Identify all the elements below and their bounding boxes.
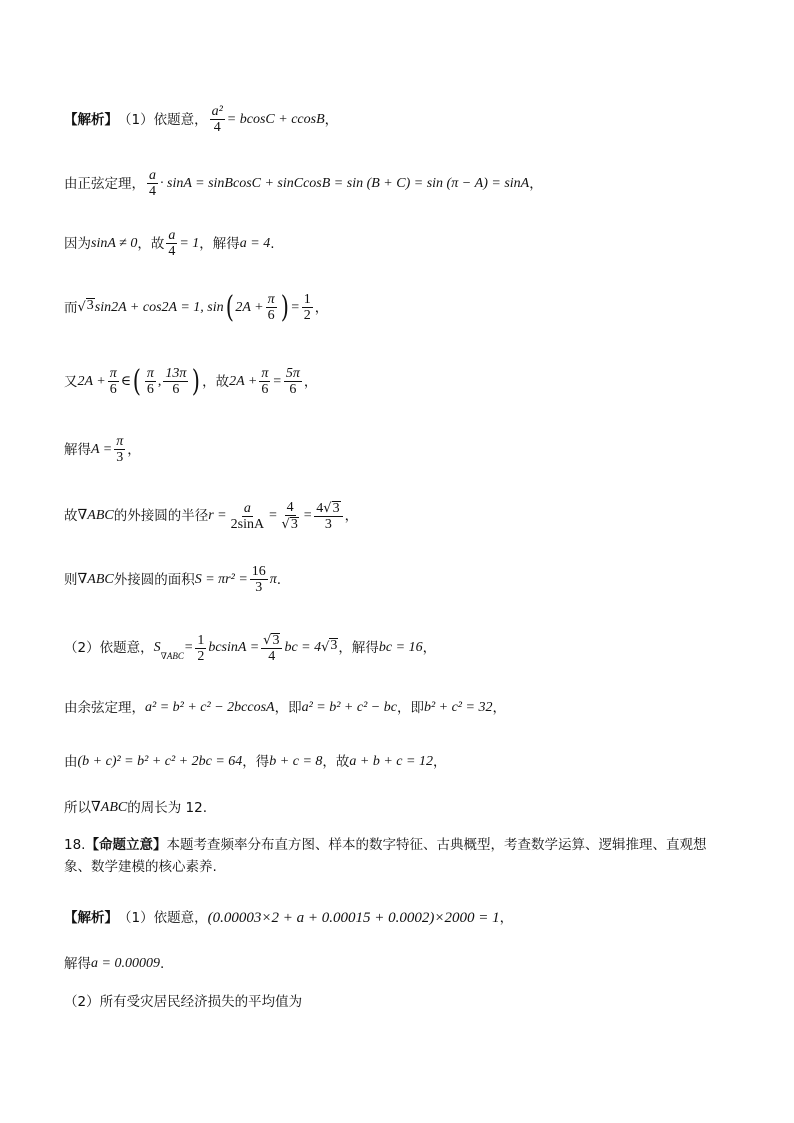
fraction: $\frac{1}{2}$ [303,292,311,323]
fraction: $\frac{\pi}{6}$ [267,292,275,323]
fraction: √ 3 4 [261,632,282,664]
line-12: 所以 ∇ABC 的周长为 12. [64,800,207,816]
line-15: 解得 a = 0.00009 . [64,956,165,972]
fraction: $\frac{\pi}{6}$ [109,366,117,397]
fraction: 4 √ 3 3 [314,500,342,532]
intent-label: 【命题立意】 [85,837,167,853]
sqrt: √ 3 [77,297,94,315]
question-18-intent [64,834,732,878]
line-10: 由余弦定理， a² = b² + c² − 2bccosA ，即 a² = b² + c² − bc ，即 b² + c² = 32 ， [64,700,506,716]
fraction: $\frac{\pi}{6}$ [261,366,269,397]
fraction: $\frac{a}{4}$ [168,228,176,259]
line-4: 而 √ 3 sin2A + cos2A = 1, sin ( 2A + $\frac{\pi}{6}$ ) = $\frac{1}{2}$ ， [64,289,329,325]
line-1: 【解析】 （1）依题意， $\frac{\text{a²}}{4}$ = bcosC + ccosB ， [64,104,339,135]
fraction: $\frac{\pi}{6}$ [146,366,154,397]
fraction: $\frac{\pi}{3}$ [116,434,124,465]
fraction: $\frac{16}{3}$ [251,564,266,595]
fraction: 4 √ 3 [281,500,298,532]
fraction: $\frac{13\pi}{6}$ [165,366,187,397]
line-9: （2）依题意， S ∇ABC = $\frac{1}{2}$ bcsinA = √ 3 4 bc = 4 √ 3 ，解得 bc = 16 ， [64,632,437,664]
fraction: $\frac{5\pi}{6}$ [285,366,300,397]
line-5: 又 2A + $\frac{\pi}{6}$ ∈ ( $\frac{\pi}{6}$ , $\frac{13\pi}{6}$ ) ，故 2A + $\frac{\pi}{6}$ = $\frac{5\pi}{6}$ ， [64,363,318,399]
intent-text: 本题考查频率分布直方图、样本的数字特征、古典概型，考查数学运算、逻辑推理、直观想象、数学建模的核心素养. [64,837,707,875]
fraction: $\frac{a}{2\sin A}$ [230,500,265,532]
line-7: 故 ∇ABC 的外接圆的半径 r = $\frac{a}{2\sin A}$ = 4 √ 3 = 4 √ 3 3 ， [64,500,359,532]
sqrt: √ 3 [321,638,338,655]
equation: = bcosC + ccosB [226,111,325,127]
line-3: 因为 sinA ≠ 0 ，故 $\frac{a}{4}$ = 1 ，解得 a = 4 . [64,228,275,259]
line-14: 【解析】 （1）依题意， (0.00003×2 + a + 0.00015 + 0.0002)×2000 = 1 ， [64,910,514,926]
line-11: 由 (b + c)² = b² + c² + 2bc = 64 ，得 b + c = 8 ，故 a + b + c = 12 ， [64,754,447,770]
equation: · sinA = sinBcosC + sinCcosB = sin (B + C) = sin (π − A) = sinA [160,175,530,191]
fraction: $\frac{a}{4}$ [149,168,156,199]
question-number: 18. [64,837,86,853]
fraction: $\frac{1}{2}$ [197,632,205,664]
line-2: 由正弦定理， $\frac{a}{4}$ · sinA = sinBcosC + sinCcosB = sin (B + C) = sin (π − A) = sinA ， [64,168,543,199]
text: （1）依题意， [118,111,208,128]
line-16: （2）所有受灾居民经济损失的平均值为 [64,994,303,1010]
fraction: $\frac{\text{a²}}{4}$ [211,104,223,135]
line-6: 解得 A = $\frac{\pi}{3}$ ， [64,434,141,465]
analysis-label: 【解析】 [64,111,118,128]
line-8: 则 ∇ABC 外接圆的面积 S = πr² = $\frac{16}{3}$ π . [64,564,282,595]
analysis-label: 【解析】 [64,910,118,926]
